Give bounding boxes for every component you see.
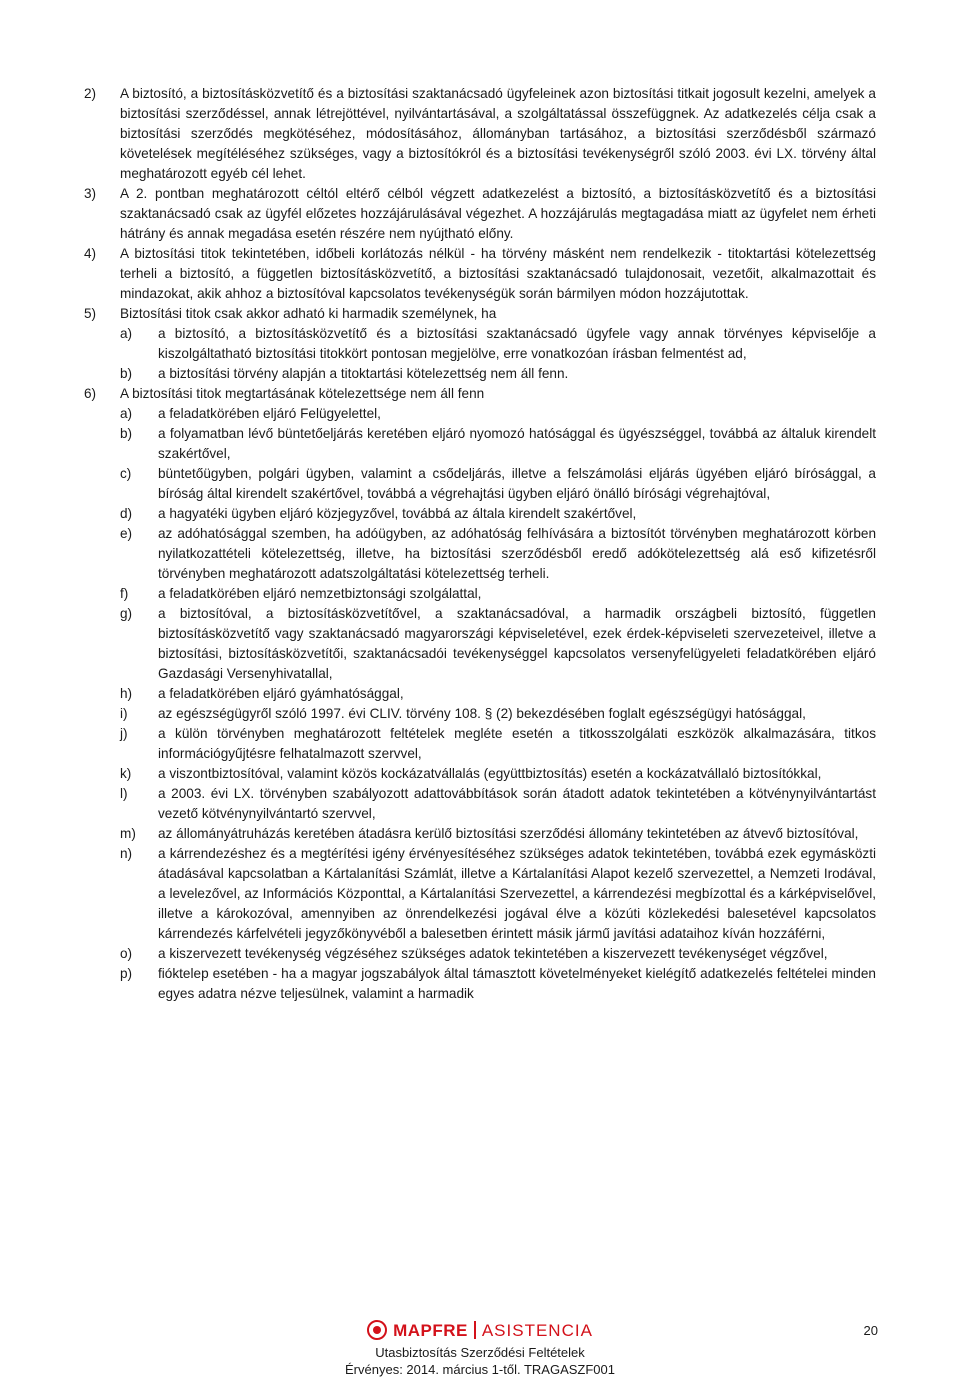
sub-item-text: a külön törvényben meghatározott feltételek megléte esetén a titkosszolgálati eszközök alkalmazására, titkos információgyűjtésre felhatalmazott szervvel, — [158, 726, 876, 761]
sub-item-text: a biztosítóval, a biztosításközvetítővel, a szaktanácsadóval, a harmadik országbeli biztosító, független biztosításközvetítő vagy szaktanácsadó magyarországi képviseletével, ezek érdek-képviseleti szervezeteivel, illetve a biztosítási, biztosításközvetítői, szaktanácsadói tevékenységgel kapcsolatos versenyfelügyeleti feladatkörében eljáró Gazdasági Versenyhivatallal, — [158, 606, 876, 681]
logo-brand-asistencia: ASISTENCIA — [481, 1320, 593, 1340]
sub-item-letter: n) — [120, 846, 133, 861]
item-text: A biztosítási titok tekintetében, időbeli korlátozás nélkül - ha törvény másként nem rendelkezik - titoktartási kötelezettség terheli a biztosító, a független biztosításközvetítő, a biztosítási szaktanácsadó tulajdonosait, vezetőit, alkalmazottait és mindazokat, akik ahhoz a biztosítóval kapcsolatos tevékenységük során bármilyen módon hozzájutottak. — [120, 246, 876, 301]
sub-item — [120, 704, 876, 724]
mapfre-logo — [0, 1318, 960, 1342]
sub-item-letter: e) — [120, 526, 133, 541]
sub-item-text: a folyamatban lévő büntetőeljárás keretében eljáró nyomozó hatósággal és ügyészséggel, továbbá az általuk kirendelt szakértővel, — [158, 426, 876, 461]
sub-item-letter: j) — [120, 726, 128, 741]
item-number: 5) — [84, 306, 97, 321]
sub-item-text: az állományátruházás keretében átadásra kerülő biztosítási szerződési állomány tekintetében az átvevő biztosítóval, — [158, 826, 859, 841]
sub-item — [120, 424, 876, 464]
mapfre-logo-icon — [367, 1320, 387, 1340]
sub-item-text: fióktelep esetében - ha a magyar jogszabályok által támasztott követelményeket kielégítő adatkezelés feltételei minden egyes adatra nézve teljesülnek, valamint a harmadik — [158, 966, 876, 1001]
sub-item — [120, 724, 876, 764]
sub-item-letter: b) — [120, 366, 133, 381]
sub-item — [120, 784, 876, 824]
sub-item-text: a 2003. évi LX. törvényben szabályozott adattovábbítások során átadott adatok tekintetében a kötvénynyilvántartást vezető kötvénynyilvántartó szervvel, — [158, 786, 876, 821]
item-text: A biztosító, a biztosításközvetítő és a biztosítási szaktanácsadó ügyfeleinek azon biztosítási titkait jogosult kezelni, amelyek a biztosítási szerződéssel, annak létrejöttével, nyilvántartásával, a szolgáltatással összefüggnek. Az adatkezelés célja csak a biztosítási szerződés megkötéséhez, módosításához, állományban tartásához, a biztosítási szerződésből származó követelések megítéléséhez szükséges, vagy a biztosítókról és a biztosítási tevékenységről szóló 2003. évi LX. törvény által meghatározott egyéb cél lehet. — [120, 86, 876, 181]
numbered-item — [84, 184, 876, 244]
page-number: 20 — [863, 1323, 878, 1338]
numbered-item — [84, 384, 876, 1004]
sub-item-text: a biztosítási törvény alapján a titoktartási kötelezettség nem áll fenn. — [158, 366, 569, 381]
sub-item-text: a kiszervezett tevékenység végzéséhez szükséges adatok tekintetében a kiszervezett tevékenységet végzővel, — [158, 946, 828, 961]
sub-item — [120, 844, 876, 944]
sub-item-text: a kárrendezéshez és a megtérítési igény érvényesítéséhez szükséges adatok tekintetében, továbbá ezek egymásközti átadásával kapcsolatban a Kártalanítási Számlát, illetve a Kártalanítási Alapot kezelő szervezettel, a Nemzeti Irodával, a levelezővel, az Információs Központtal, a Kártalanítási Szervezettel, a kárrendezési megbízottal és a kárképviselővel, illetve a károkozóval, amennyiben az önrendelkezési jogával élve a közúti közlekedési balesetével kapcsolatos kárrendezés kárfelvételi jegyzőkönyvéből a balesetben érintett másik jármű javítási adataihoz kíván hozzáférni, — [158, 846, 876, 941]
sub-item-text: a biztosító, a biztosításközvetítő és a biztosítási szaktanácsadó ügyfele vagy annak törvényes képviselője a kiszolgáltatható biztosítási titokkört pontosan megjelölve, erre vonatkozóan írásban felmentést ad, — [158, 326, 876, 361]
sub-item-letter: f) — [120, 586, 129, 601]
sub-item — [120, 364, 876, 384]
sub-item-text: a hagyatéki ügyben eljáró közjegyzővel, továbbá az általa kirendelt szakértővel, — [158, 506, 637, 521]
sub-item-letter: a) — [120, 326, 133, 341]
sub-item-letter: b) — [120, 426, 133, 441]
sub-item-letter: c) — [120, 466, 132, 481]
page-footer — [0, 1318, 960, 1378]
item-text: A biztosítási titok megtartásának kötelezettsége nem áll fenn — [120, 386, 485, 401]
sub-item-text: a feladatkörében eljáró Felügyelettel, — [158, 406, 381, 421]
sub-item — [120, 944, 876, 964]
sub-item-text: a feladatkörében eljáró gyámhatósággal, — [158, 686, 404, 701]
document-body — [84, 84, 876, 1004]
sub-item-letter: i) — [120, 706, 128, 721]
sub-item — [120, 584, 876, 604]
footer-title: Utasbiztosítás Szerződési Feltételek — [375, 1345, 585, 1360]
sub-item-letter: g) — [120, 606, 133, 621]
sub-item-letter: o) — [120, 946, 133, 961]
numbered-item — [84, 84, 876, 184]
sub-item — [120, 824, 876, 844]
sub-item-text: a viszontbiztosítóval, valamint közös kockázatvállalás (együttbiztosítás) esetén a kockázatvállaló biztosítókkal, — [158, 766, 822, 781]
item-number: 4) — [84, 246, 97, 261]
sub-item-letter: p) — [120, 966, 133, 981]
sub-item-letter: k) — [120, 766, 132, 781]
sub-item — [120, 524, 876, 584]
sub-item — [120, 504, 876, 524]
sub-item-letter: h) — [120, 686, 133, 701]
sub-item — [120, 964, 876, 1004]
item-text: Biztosítási titok csak akkor adható ki harmadik személynek, ha — [120, 306, 497, 321]
logo-divider — [474, 1321, 476, 1339]
numbered-item — [84, 304, 876, 384]
sub-item — [120, 764, 876, 784]
sub-item — [120, 604, 876, 684]
numbered-item — [84, 244, 876, 304]
sub-item-text: az adóhatósággal szemben, ha adóügyben, az adóhatóság felhívására a biztosítót törvényben meghatározott körben nyilatkozattételi kötelezettség, illetve, ha biztosítási szerződésből eredő adókötelezettség alá eső kifizetésről törvényben meghatározott adatszolgáltatási kötelezettség terheli. — [158, 526, 876, 581]
item-number: 2) — [84, 86, 97, 101]
sub-item-letter: m) — [120, 826, 136, 841]
sub-item-letter: l) — [120, 786, 128, 801]
item-text: A 2. pontban meghatározott céltól eltérő célból végzett adatkezelést a biztosító, a biztosításközvetítő és a biztosítási szaktanácsadó csak az ügyfél előzetes hozzájárulásával végezhet. A hozzájárulás megtagadása miatt az ügyfelet nem érheti hátrány és annak megadása esetén részére nem nyújtható előny. — [120, 186, 876, 241]
item-number: 3) — [84, 186, 97, 201]
sub-item-letter: d) — [120, 506, 133, 521]
sub-item — [120, 404, 876, 424]
sub-item — [120, 464, 876, 504]
sub-item-text: büntetőügyben, polgári ügyben, valamint a csődeljárás, illetve a felszámolási eljárás ügyében eljáró bírósággal, a bíróság által kirendelt szakértővel, továbbá a végrehajtási ügyben eljáró önálló bírósági végrehajtóval, — [158, 466, 876, 501]
footer-validity: Érvényes: 2014. március 1-től. TRAGASZF001 — [345, 1362, 615, 1377]
sub-item-text: az egészségügyről szóló 1997. évi CLIV. törvény 108. § (2) bekezdésében foglalt egészségügyi hatósággal, — [158, 706, 806, 721]
item-number: 6) — [84, 386, 97, 401]
logo-brand-mapfre: MAPFRE — [393, 1320, 468, 1340]
sub-item — [120, 324, 876, 364]
sub-item — [120, 684, 876, 704]
sub-item-text: a feladatkörében eljáró nemzetbiztonsági szolgálattal, — [158, 586, 482, 601]
sub-item-letter: a) — [120, 406, 133, 421]
